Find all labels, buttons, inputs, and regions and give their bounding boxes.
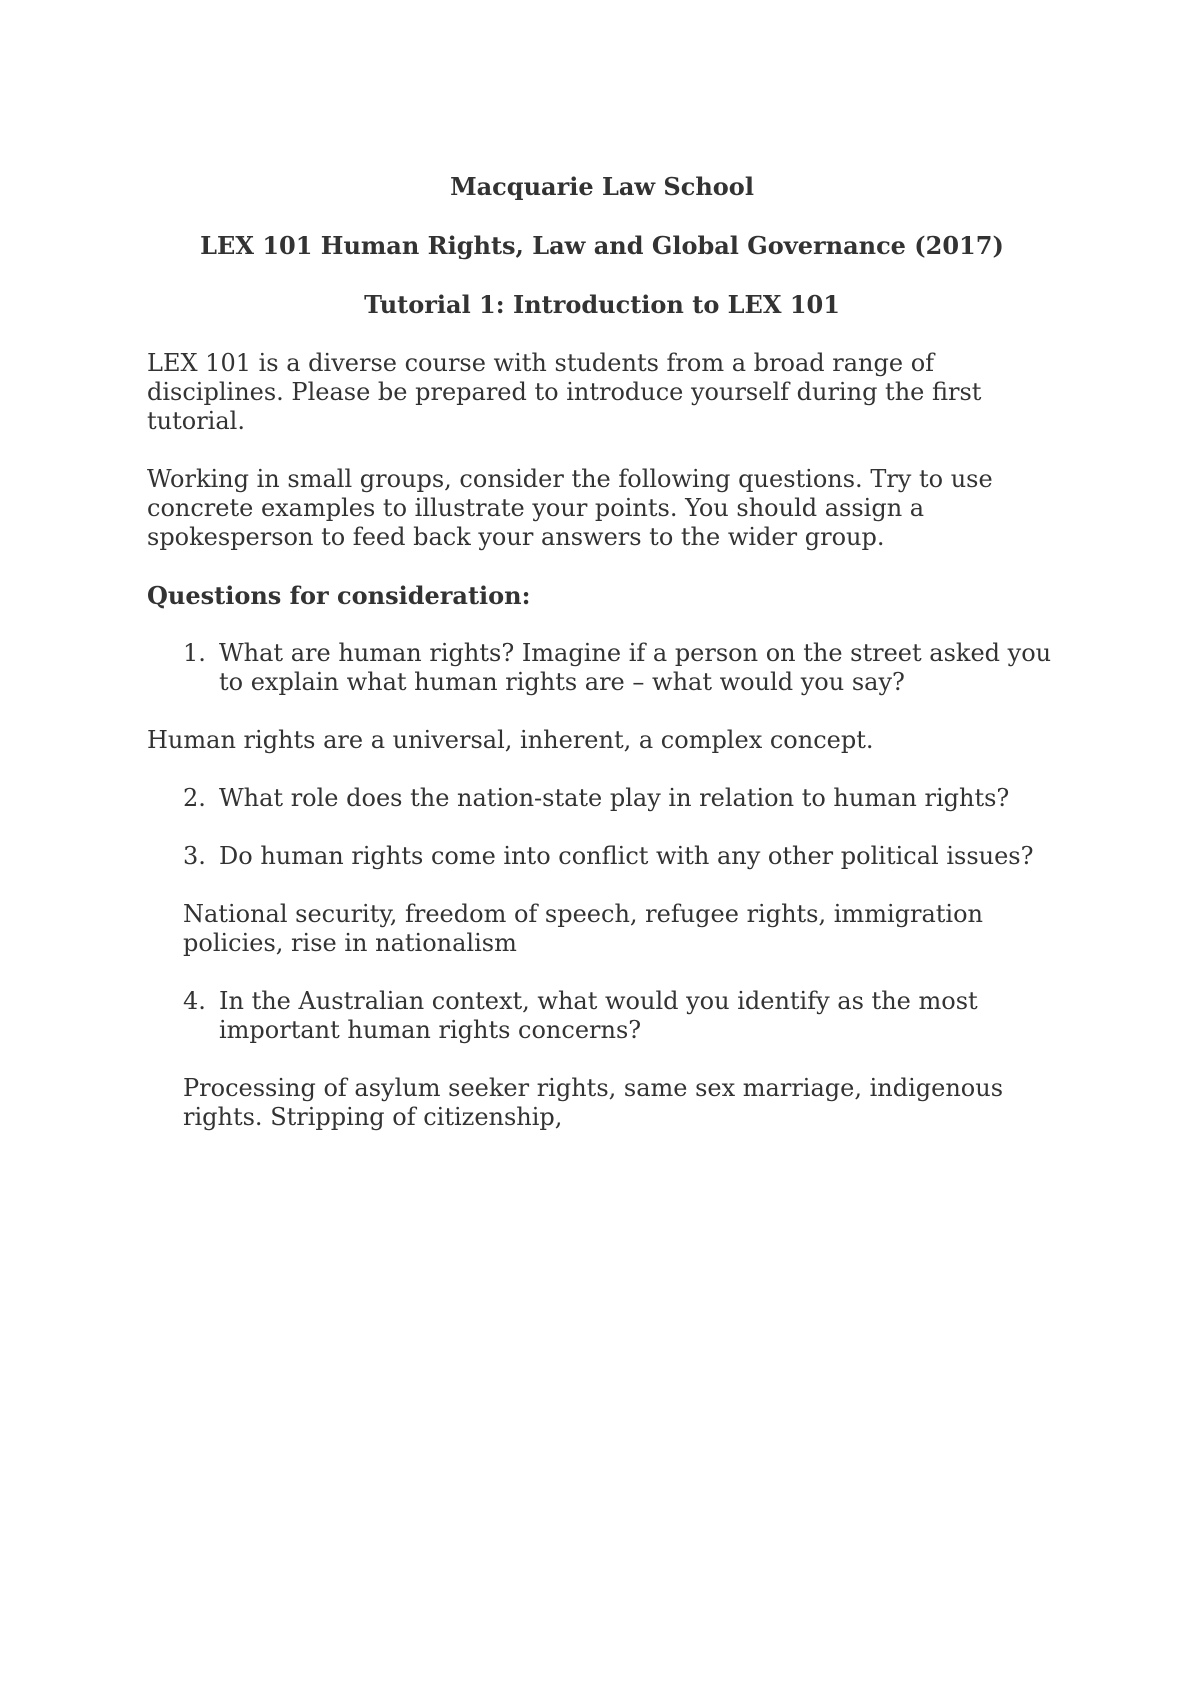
questions-heading: Questions for consideration: bbox=[147, 581, 531, 610]
question-3 bbox=[147, 842, 1067, 871]
document-content bbox=[147, 172, 1067, 1161]
answer-1: Human rights are a universal, inherent, a complex concept. bbox=[147, 726, 874, 754]
question-2 bbox=[147, 784, 1067, 813]
intro-paragraph-1: LEX 101 is a diverse course with students from a broad range of disciplines. Please be prepared to introduce yourself during the first tutorial. bbox=[147, 349, 982, 435]
question-text: What are human rights? Imagine if a person on the street asked you to explain what human rights are – what would you say? bbox=[219, 639, 1052, 696]
question-number: 4. bbox=[183, 987, 206, 1015]
question-text: What role does the nation-state play in relation to human rights? bbox=[219, 784, 1010, 812]
question-number: 3. bbox=[183, 842, 206, 870]
question-text: Do human rights come into conflict with any other political issues? bbox=[219, 842, 1034, 870]
answer-4: Processing of asylum seeker rights, same sex marriage, indigenous rights. Stripping of citizenship, bbox=[183, 1074, 1004, 1131]
question-number: 1. bbox=[183, 639, 206, 667]
question-1 bbox=[147, 639, 1067, 697]
answer-3: National security, freedom of speech, refugee rights, immigration policies, rise in nationalism bbox=[183, 900, 983, 957]
tutorial-title: Tutorial 1: Introduction to LEX 101 bbox=[364, 290, 840, 319]
question-text: In the Australian context, what would you identify as the most important human rights concerns? bbox=[219, 987, 978, 1044]
question-number: 2. bbox=[183, 784, 206, 812]
intro-paragraph-2: Working in small groups, consider the following questions. Try to use concrete examples to illustrate your points. You should assign a spokesperson to feed back your answers to the wider group. bbox=[147, 465, 993, 551]
course-title: LEX 101 Human Rights, Law and Global Governance (2017) bbox=[200, 231, 1004, 260]
question-4 bbox=[147, 987, 1067, 1045]
school-title: Macquarie Law School bbox=[450, 172, 754, 201]
